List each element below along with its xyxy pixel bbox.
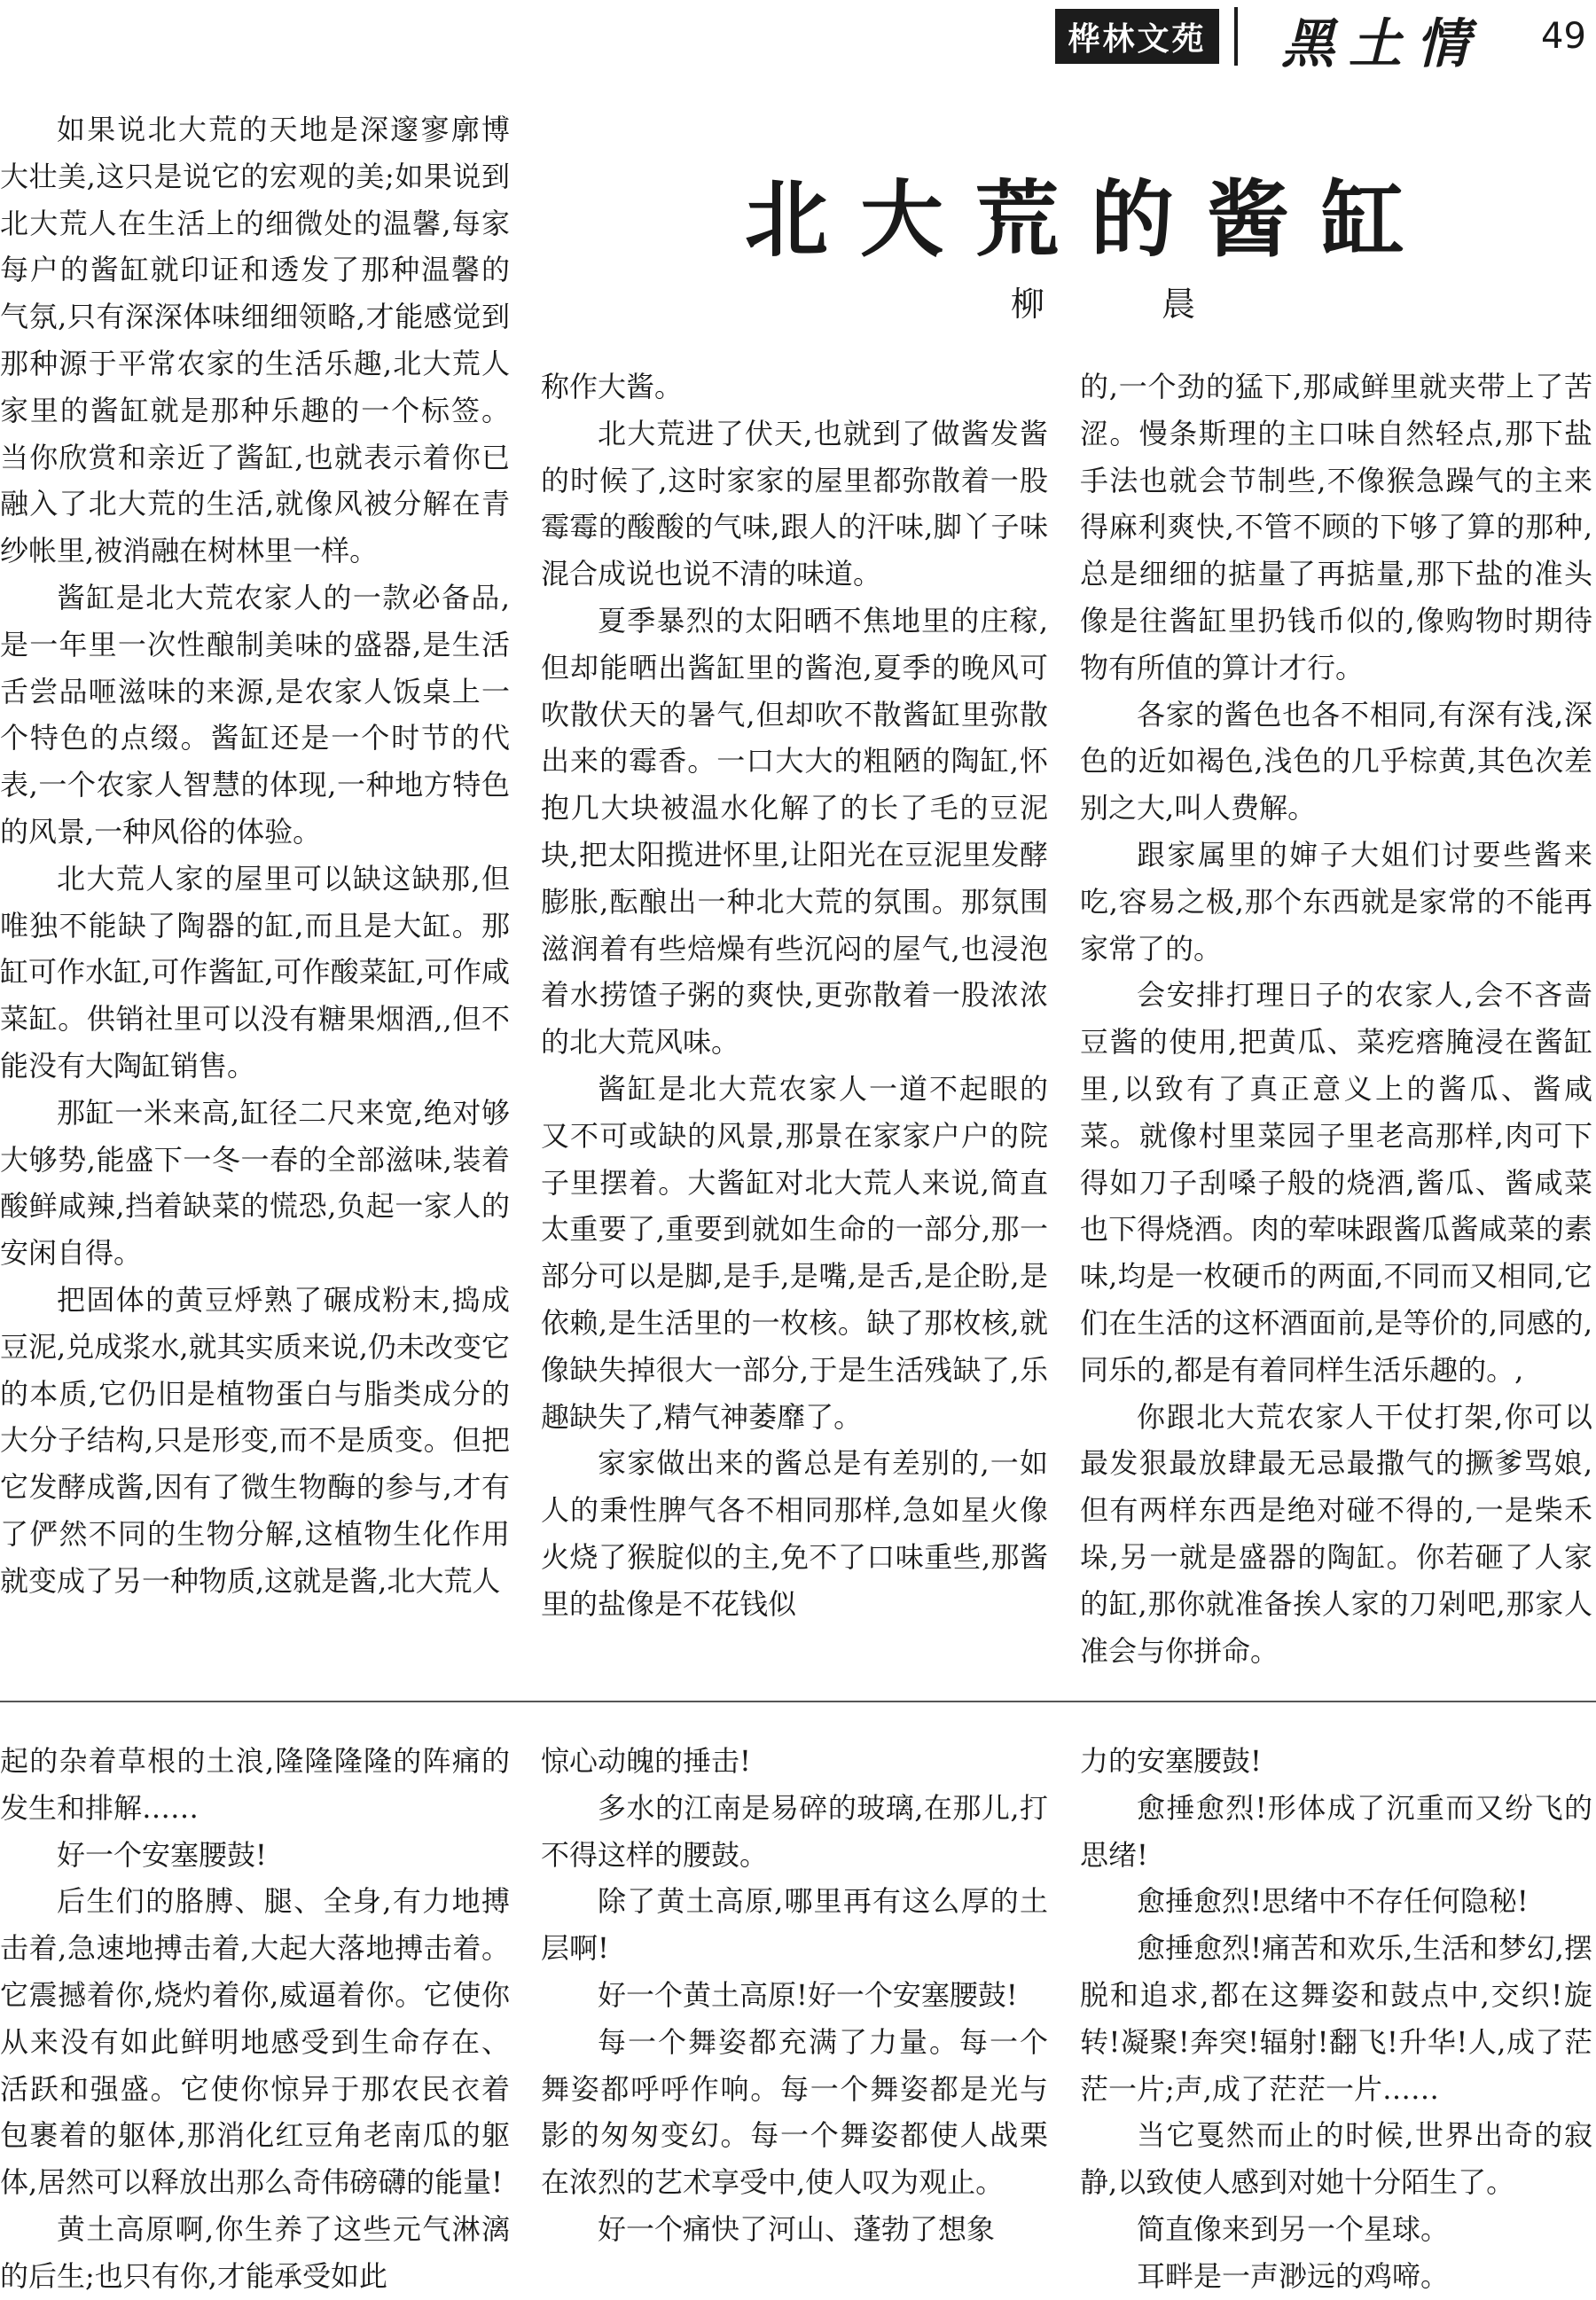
article-column-2 [541, 364, 1048, 1628]
paragraph: 黄土高原啊,你生养了这些元气淋漓的后生;也只有你,才能承受如此 [0, 2211, 510, 2293]
page-number: 49 [1541, 16, 1586, 57]
section-badge: 桦林文苑 [1055, 9, 1219, 64]
paragraph: 酱缸是北大荒农家人一道不起眼的又不可或缺的风景,那景在家家户户的院子里摆着。大酱缸对北大荒人来说,简直太重要了,重要到就如生命的一部分,那一部分可以是脚,是手,是嘴,是舌,是企盼,是依赖,是生活里的一枚核。缺了那枚核,就像缺失掉很大一部分,于是生活残缺了,乐趣缺失了,精气神萎靡了。 [541, 1071, 1048, 1434]
paragraph: 称作大酱。 [541, 370, 684, 403]
paragraph: 力的安塞腰鼓! [1080, 1744, 1262, 1778]
paragraph: 好一个痛快了河山、蓬勃了想象 [598, 2211, 996, 2246]
paragraph: 的,一个劲的猛下,那咸鲜里就夹带上了苦涩。慢条斯理的主口味自然轻点,那下盐手法也就会节制些,不像猴急躁气的主来得麻利爽快,不管不顾的下够了算的那种,总是细细的掂量了再掂量,那下盐的准头像是往酱缸里扔钱币似的,像购物时期待物有所值的算计才行。 [1080, 370, 1592, 685]
paragraph: 北大荒人家的屋里可以缺这缺那,但唯独不能缺了陶器的缸,而且是大缸。那缸可作水缸,可作酱缸,可作酸菜缸,可作咸菜缸。供销社里可以没有糖果烟酒,,但不能没有大陶缸销售。 [0, 861, 510, 1083]
paragraph: 愈捶愈烈!痛苦和欢乐,生活和梦幻,摆脱和追求,都在这舞姿和鼓点中,交织!旋转!凝聚!奔突!辐射!翻飞!升华!人,成了茫茫一片;声,成了茫茫一片…… [1080, 1931, 1592, 2106]
paragraph: 除了黄土高原,哪里再有这么厚的土层啊! [541, 1884, 1048, 1966]
paragraph: 那缸一米来高,缸径二尺来宽,绝对够大够势,能盛下一冬一春的全部滋味,装着酸鲜咸辣,挡着缺菜的慌恐,负起一家人的安闲自得。 [0, 1095, 510, 1271]
article-author: 柳 晨 [1011, 285, 1249, 324]
header-divider [1234, 7, 1238, 66]
article-column-1 [0, 106, 510, 1605]
paragraph: 后生们的胳膊、腿、全身,有力地搏击着,急速地搏击着,大起大落地搏击着。它震撼着你,烧灼着你,威逼着你。它使你从来没有如此鲜明地感受到生命存在、活跃和强盛。它使你惊异于那农民衣着包裹着的躯体,那消化红豆角老南瓜的躯体,居然可以释放出那么奇伟磅礴的能量! [0, 1884, 510, 2200]
paragraph: 夏季暴烈的太阳晒不焦地里的庄稼,但却能晒出酱缸里的酱泡,夏季的晚风可吹散伏天的暑气,但却吹不散酱缸里弥散出来的霉香。一口大大的粗陋的陶缸,怀抱几大块被温水化解了的长了毛的豆泥块,把太阳揽进怀里,让阳光在豆泥里发酵膨胀,酝酿出一种北大荒的氛围。那氛围滋润着有些焙燥有些沉闷的屋气,也浸泡着水捞馇子粥的爽快,更弥散着一股浓浓的北大荒风味。 [541, 603, 1048, 1060]
paragraph: 家家做出来的酱总是有差别的,一如人的秉性脾气各不相同那样,急如星火像火烧了猴腚似的主,免不了口味重些,那酱里的盐像是不花钱似 [541, 1446, 1048, 1621]
paragraph: 你跟北大荒农家人干仗打架,你可以最发狠最放肆最无忌最撒气的撅爹骂娘,但有两样东西是绝对碰不得的,一是柴禾垛,另一就是盛器的陶缸。你若砸了人家的缸,那你就准备挨人家的刀剁吧,那家人准会与你拼命。 [1080, 1399, 1592, 1668]
magazine-logo: 黑土情 [1281, 13, 1483, 75]
paragraph: 每一个舞姿都充满了力量。每一个舞姿都呼呼作响。每一个舞姿都是光与影的匆匆变幻。每一个舞姿都使人战栗在浓烈的艺术享受中,使人叹为观止。 [541, 2024, 1048, 2200]
paragraph: 如果说北大荒的天地是深邃寥廓博大壮美,这只是说它的宏观的美;如果说到北大荒人在生活上的细微处的温馨,每家每户的酱缸就印证和透发了那种温馨的气氛,只有深深体味细细领略,才能感觉到那种源于平常农家的生活乐趣,北大荒人家里的酱缸就是那种乐趣的一个标签。当你欣赏和亲近了酱缸,也就表示着你已融入了北大荒的生活,就像风被分解在青纱帐里,被消融在树林里一样。 [0, 113, 510, 568]
paragraph: 把固体的黄豆烀熟了碾成粉末,捣成豆泥,兑成浆水,就其实质来说,仍未改变它的本质,它仍旧是植物蛋白与脂类成分的大分子结构,只是形变,而不是质变。但把它发酵成酱,因有了微生物酶的参与,才有了俨然不同的生物分解,这植物生化作用就变成了另一种物质,这就是酱,北大荒人 [0, 1282, 510, 1598]
paragraph: 愈捶愈烈!思绪中不存任何隐秘! [1137, 1884, 1529, 1919]
paragraph: 北大荒进了伏天,也就到了做酱发酱的时候了,这时家家的屋里都弥散着一股霉霉的酸酸的气味,跟人的汗味,脚丫子味混合成说也说不清的味道。 [541, 416, 1048, 591]
section-divider [0, 1701, 1596, 1702]
paragraph: 耳畔是一声渺远的鸡啼。 [1137, 2258, 1450, 2293]
article-column-3 [1080, 364, 1592, 1674]
paragraph: 跟家属里的婶子大姐们讨要些酱来吃,容易之极,那个东西就是家常的不能再家常了的。 [1080, 837, 1592, 966]
paragraph: 简直像来到另一个星球。 [1137, 2211, 1450, 2246]
paragraph: 好一个黄土高原!好一个安塞腰鼓! [598, 1977, 1018, 2012]
paragraph: 多水的江南是易碎的玻璃,在那儿,打不得这样的腰鼓。 [541, 1790, 1048, 1872]
paragraph: 起的杂着草根的土浪,隆隆隆隆的阵痛的发生和排解…… [0, 1744, 510, 1825]
paragraph: 惊心动魄的捶击! [541, 1744, 751, 1778]
paragraph: 会安排打理日子的农家人,会不吝啬豆酱的使用,把黄瓜、菜疙瘩腌浸在酱缸里,以致有了真正意义上的酱瓜、酱咸菜。就像村里菜园子里老高那样,肉可下得如刀子刮嗓子般的烧酒,酱瓜、酱咸菜也下得烧酒。肉的荤味跟酱瓜酱咸菜的素味,均是一枚硬币的两面,不同而又相同,它们在生活的这杯酒面前,是等价的,同感的,同乐的,都是有着同样生活乐趣的。, [1080, 978, 1592, 1387]
paragraph: 酱缸是北大荒农家人的一款必备品,是一年里一次性酿制美味的盛器,是生活舌尝品咂滋味的来源,是农家人饭桌上一个特色的点缀。酱缸还是一个时节的代表,一个农家人智慧的体现,一种地方特色的风景,一种风俗的体验。 [0, 580, 510, 849]
paragraph: 当它戛然而止的时候,世界出奇的寂静,以致使人感到对她十分陌生了。 [1080, 2118, 1592, 2200]
paragraph: 各家的酱色也各不相同,有深有浅,深色的近如褐色,浅色的几乎棕黄,其色次差别之大,叫人费解。 [1080, 697, 1592, 825]
bottom-column-1 [0, 1738, 510, 2300]
paragraph: 好一个安塞腰鼓! [57, 1837, 267, 1872]
article-title: 北大荒的酱缸 [745, 171, 1437, 269]
bottom-column-2 [541, 1738, 1048, 2253]
bottom-column-3 [1080, 1738, 1592, 2300]
paragraph: 愈捶愈烈!形体成了沉重而又纷飞的思绪! [1080, 1790, 1592, 1872]
